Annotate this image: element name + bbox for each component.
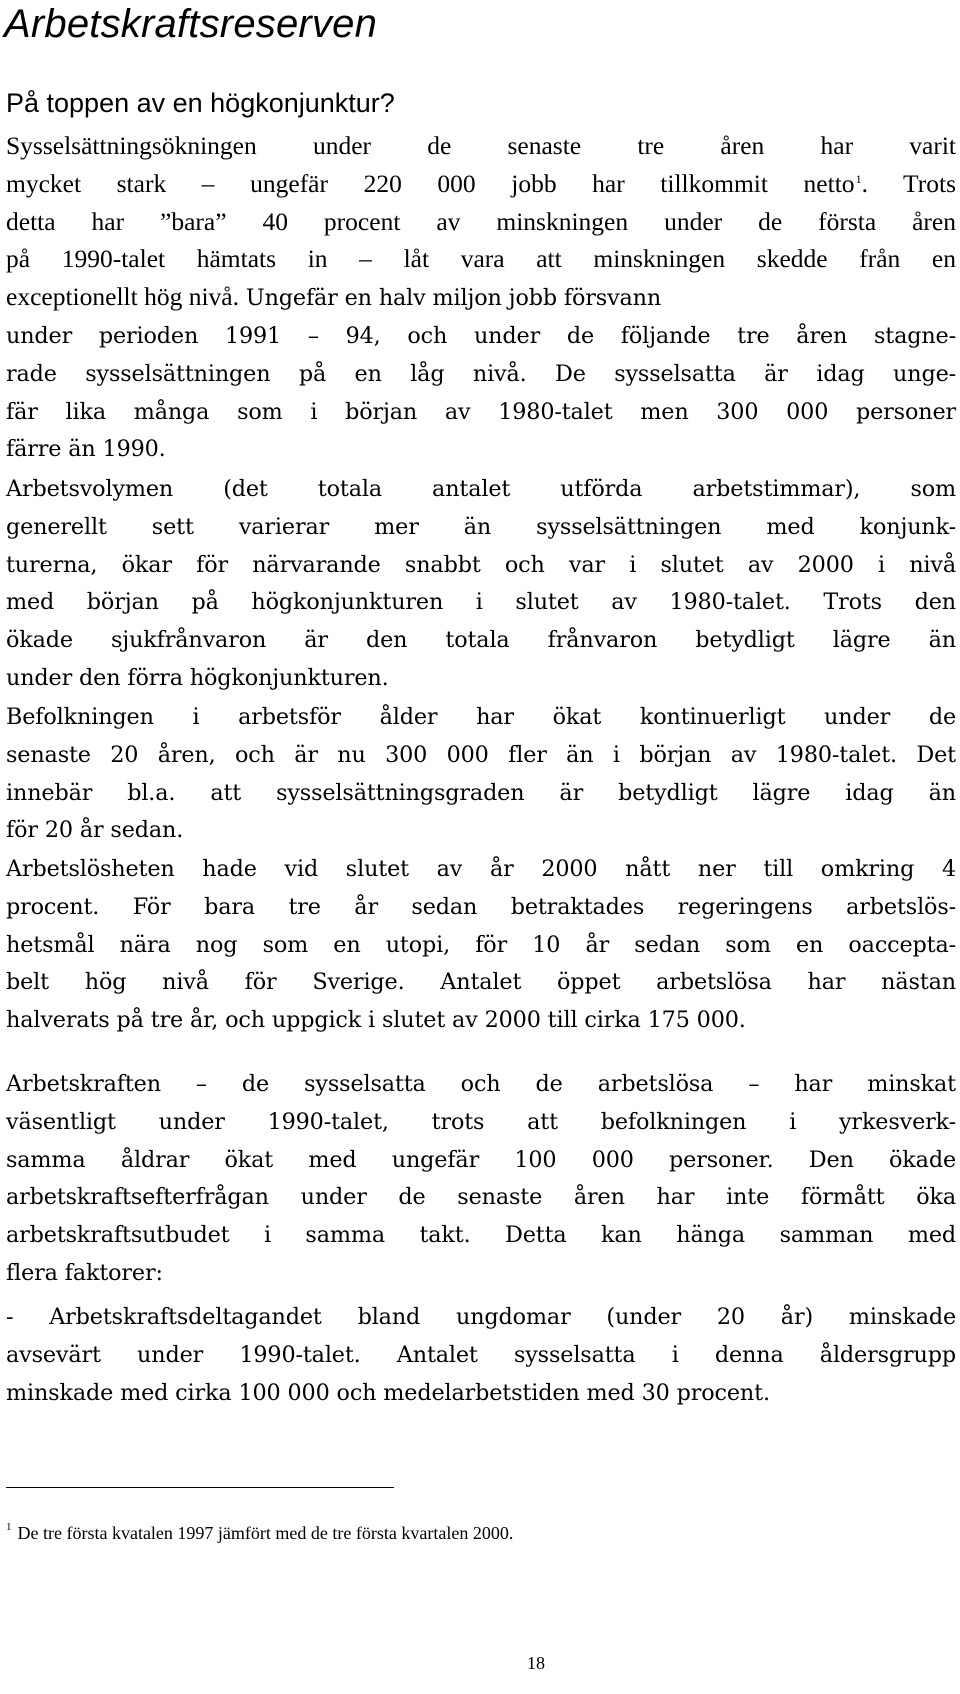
- text-line: Sysselsättningsökningen under de senaste tre åren har varit: [6, 131, 956, 160]
- text-line: Befolkningen i arbetsför ålder har ökat kontinuerligt under de: [6, 704, 956, 730]
- text-line: [6, 165, 956, 203]
- text-line: Arbetskraften – de sysselsatta och de arbetslösa – har minskat: [6, 1071, 956, 1097]
- page-title: Arbetskraftsreserven: [4, 2, 378, 46]
- text-line: innebär bl.a. att sysselsättningsgraden är betydligt lägre idag än: [6, 779, 956, 806]
- text-line: väsentligt under 1990-talet, trots att befolkningen i yrkesverk-: [6, 1108, 956, 1135]
- text-line: på 1990-talet hämtats in – låt vara att minskningen skedde från en: [6, 244, 956, 274]
- paragraph-3: [6, 699, 956, 850]
- footnote: [6, 1521, 906, 1545]
- text-line: procent. För bara tre år sedan betraktades regeringens arbetslös-: [6, 893, 956, 920]
- footnote-separator: [6, 1487, 394, 1488]
- text-line: rade sysselsättningen på en låg nivå. De sysselsatta är idag unge-: [6, 360, 956, 387]
- section-heading: På toppen av en högkonjunktur?: [6, 88, 395, 118]
- text-line: avsevärt under 1990-talet. Antalet sysselsatta i denna åldersgrupp: [6, 1341, 956, 1368]
- text-line: flera faktorer:: [6, 1259, 163, 1286]
- paragraph-4: [6, 851, 956, 1040]
- text-span: Ungefär en halv miljon jobb försvann: [238, 285, 662, 312]
- text-line: senaste 20 åren, och är nu 300 000 fler än i början av 1980-talet. Det: [6, 741, 956, 768]
- text-line: turerna, ökar för närvarande snabbt och var i slutet av 2000 i nivå: [6, 551, 956, 578]
- text-line: med början på högkonjunkturen i slutet av 1980-talet. Trots den: [6, 589, 956, 616]
- text-span: exceptionellt hög nivå.: [6, 282, 239, 312]
- page-number: 18: [527, 1653, 545, 1673]
- paragraph-2: [6, 471, 956, 698]
- text-line: ökade sjukfrånvaron är den totala frånvaron betydligt lägre än: [6, 627, 956, 654]
- text-line: för 20 år sedan.: [6, 817, 184, 844]
- text-span: mycket stark – ungefär 220 000 jobb har tillkommit netto: [6, 168, 855, 198]
- paragraph-6: [6, 1299, 956, 1412]
- text-line: arbetskraftsefterfrågan under de senaste åren har inte förmått öka: [6, 1184, 956, 1211]
- text-line: arbetskraftsutbudet i samma takt. Detta kan hänga samman med: [6, 1222, 956, 1249]
- text-line: under den förra högkonjunkturen.: [6, 664, 389, 691]
- text-line: Arbetsvolymen (det totala antalet utförda arbetstimmar), som: [6, 476, 956, 502]
- text-span: . Trots: [861, 168, 956, 198]
- text-line: belt hög nivå för Sverige. Antalet öppet arbetslösa har nästan: [6, 969, 956, 996]
- footnote-text: De tre första kvatalen 1997 jämfört med de tre första kvartalen 2000.: [17, 1523, 514, 1543]
- paragraph-5: [6, 1066, 956, 1293]
- text-line: hetsmål nära nog som en utopi, för 10 år sedan som en oaccepta-: [6, 931, 956, 958]
- text-line: - Arbetskraftsdeltagandet bland ungdomar (under 20 år) minskade: [6, 1304, 956, 1330]
- text-line: halverats på tre år, och uppgick i slutet av 2000 till cirka 175 000.: [6, 1007, 746, 1034]
- text-line: färre än 1990.: [6, 436, 166, 463]
- text-line: detta har ”bara” 40 procent av minskningen under de första åren: [6, 206, 956, 236]
- footnote-reference: 1: [855, 171, 862, 186]
- text-line: fär lika många som i början av 1980-talet men 300 000 personer: [6, 398, 956, 425]
- paragraph-1: [6, 127, 956, 469]
- text-line: under perioden 1991 – 94, och under de följande tre åren stagne-: [6, 322, 956, 349]
- text-line: [6, 278, 956, 318]
- footnote-number: 1: [6, 1521, 12, 1533]
- text-line: samma åldrar ökat med ungefär 100 000 personer. Den ökade: [6, 1146, 956, 1173]
- text-line: Arbetslösheten hade vid slutet av år 2000 nått ner till omkring 4: [6, 856, 956, 882]
- text-line: generellt sett varierar mer än sysselsättningen med konjunk-: [6, 513, 956, 540]
- text-line: minskade med cirka 100 000 och medelarbetstiden med 30 procent.: [6, 1379, 770, 1406]
